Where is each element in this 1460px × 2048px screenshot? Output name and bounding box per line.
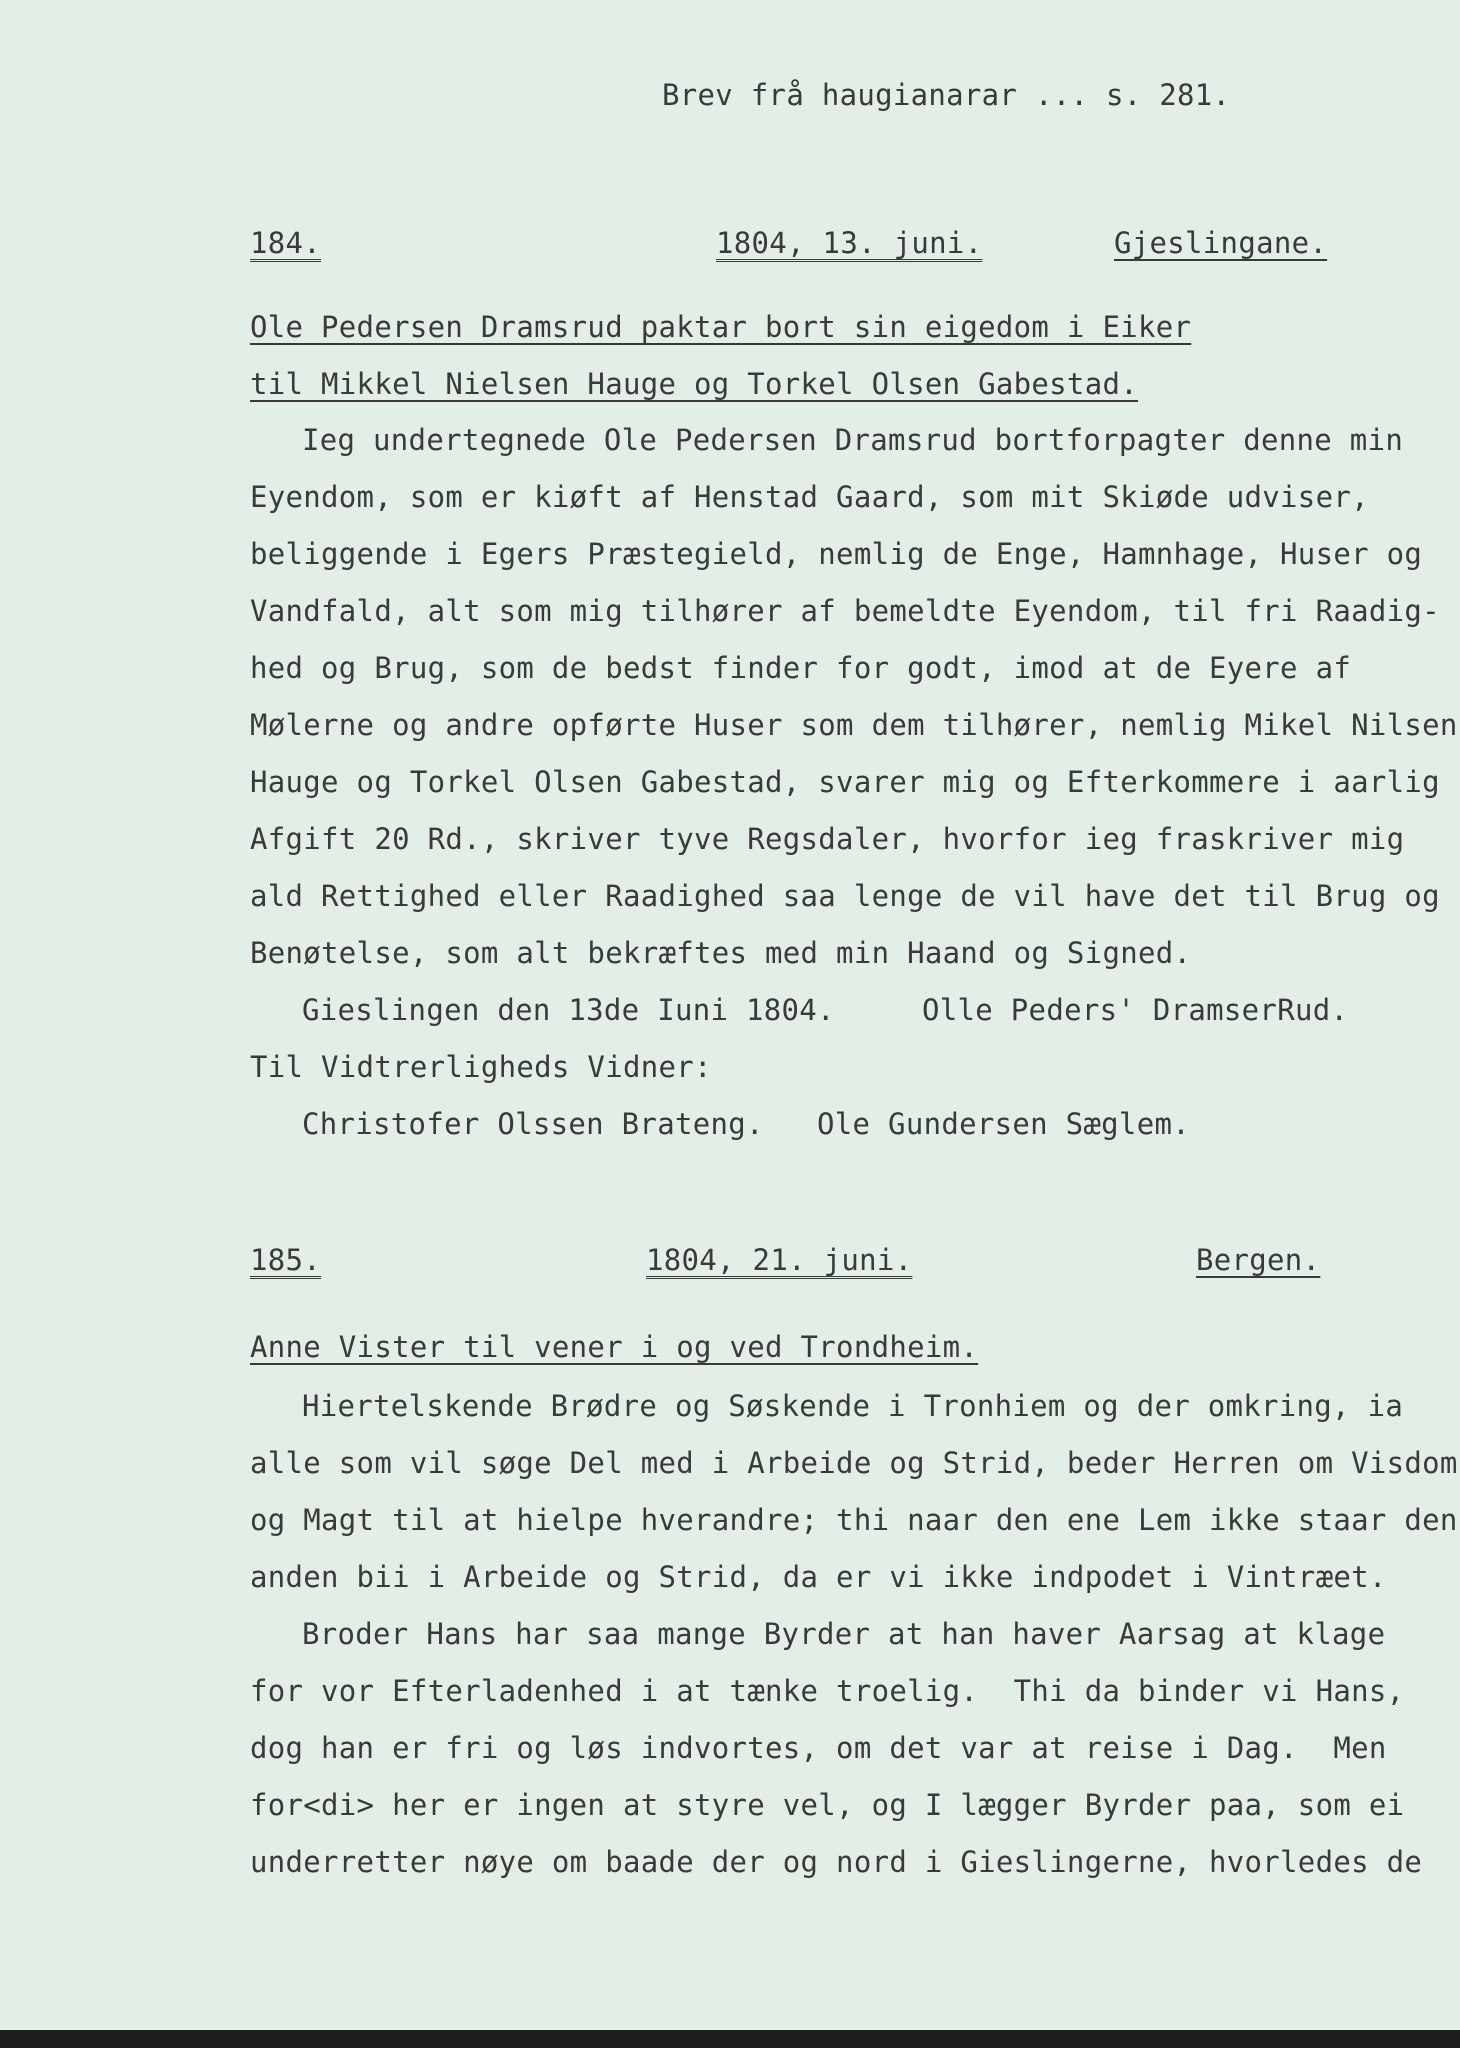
- letter-185-para2-line: dog han er fri og løs indvortes, om det var at reise i Dag. Men: [250, 1731, 1387, 1765]
- letter-184-body-line: Hauge og Torkel Olsen Gabestad, svarer mig og Efterkommere i aarlig: [250, 765, 1440, 799]
- letter-184-body-line: beliggende i Egers Præstegield, nemlig de Enge, Hamnhage, Huser og: [250, 537, 1423, 571]
- letter-184-body-line: Afgift 20 Rd., skriver tyve Regsdaler, hvorfor ieg fraskriver mig: [250, 822, 1405, 856]
- letter-185-para2-line: Broder Hans har saa mange Byrder at han haver Aarsag at klage: [302, 1617, 1386, 1651]
- letter-185-title: Anne Vister til vener i og ved Trondheim.: [250, 1330, 979, 1364]
- letter-184-body-line: Ieg undertegnede Ole Pedersen Dramsrud bortforpagter denne min: [302, 423, 1404, 457]
- letter-184-witnesses: Christofer Olssen Brateng. Ole Gundersen Sæglem.: [302, 1107, 1190, 1141]
- letter-184-title-line1: Ole Pedersen Dramsrud paktar bort sin eigedom i Eiker: [250, 310, 1192, 344]
- letter-184-place: Gjeslingane.: [1114, 226, 1328, 260]
- letter-185-para1-line: alle som vil søge Del med i Arbeide og Strid, beder Herren om Visdom: [250, 1446, 1458, 1480]
- letter-184-body-line: ald Rettighed eller Raadighed saa lenge de vil have det til Brug og: [250, 879, 1440, 913]
- letter-184-body-line: Eyendom, som er kiøft af Henstad Gaard, som mit Skiøde udviser,: [250, 480, 1369, 514]
- letter-184-number: 184.: [250, 226, 322, 260]
- letter-185-para2-line: underretter nøye om baade der og nord i Gieslingerne, hvorledes de: [250, 1845, 1423, 1879]
- letter-184-body-line: hed og Brug, som de bedst finder for godt, imod at de Eyere af: [250, 651, 1352, 685]
- letter-185-para2-line: for vor Efterladenhed i at tænke troelig. Thi da binder vi Hans,: [250, 1674, 1405, 1708]
- letter-185-para1-line: anden bii i Arbeide og Strid, da er vi ikke indpodet i Vintræet.: [250, 1560, 1387, 1594]
- letter-184-signature-name: Olle Peders' DramserRud.: [922, 993, 1349, 1027]
- letter-184-witness-heading: Til Vidtrerligheds Vidner:: [250, 1050, 712, 1084]
- letter-185-para2-line: for<di> her er ingen at styre vel, og I lægger Byrder paa, som ei: [250, 1788, 1405, 1822]
- letter-184-body-line: Vandfald, alt som mig tilhører af bemeldte Eyendom, til fri Raadig-: [250, 594, 1440, 628]
- letter-184-body-line: Mølerne og andre opførte Huser som dem tilhører, nemlig Mikel Nilsen: [250, 708, 1458, 742]
- letter-185-place: Bergen.: [1196, 1243, 1321, 1277]
- letter-185-date: 1804, 21. juni.: [646, 1243, 913, 1277]
- letter-184-date: 1804, 13. juni.: [716, 226, 983, 260]
- letter-185-para1-line: og Magt til at hielpe hverandre; thi naar den ene Lem ikke staar den: [250, 1503, 1458, 1537]
- letter-185-para1-line: Hiertelskende Brødre og Søskende i Tronhiem og der omkring, ia: [302, 1389, 1404, 1423]
- page-header: Brev frå haugianarar ... s. 281.: [662, 78, 1231, 112]
- letter-184-title-line2: til Mikkel Nielsen Hauge og Torkel Olsen Gabestad.: [250, 367, 1138, 401]
- letter-184-signature-place: Gieslingen den 13de Iuni 1804.: [302, 993, 835, 1027]
- letter-184-body-line: Benøtelse, som alt bekræftes med min Haand og Signed.: [250, 936, 1192, 970]
- letter-185-number: 185.: [250, 1243, 322, 1277]
